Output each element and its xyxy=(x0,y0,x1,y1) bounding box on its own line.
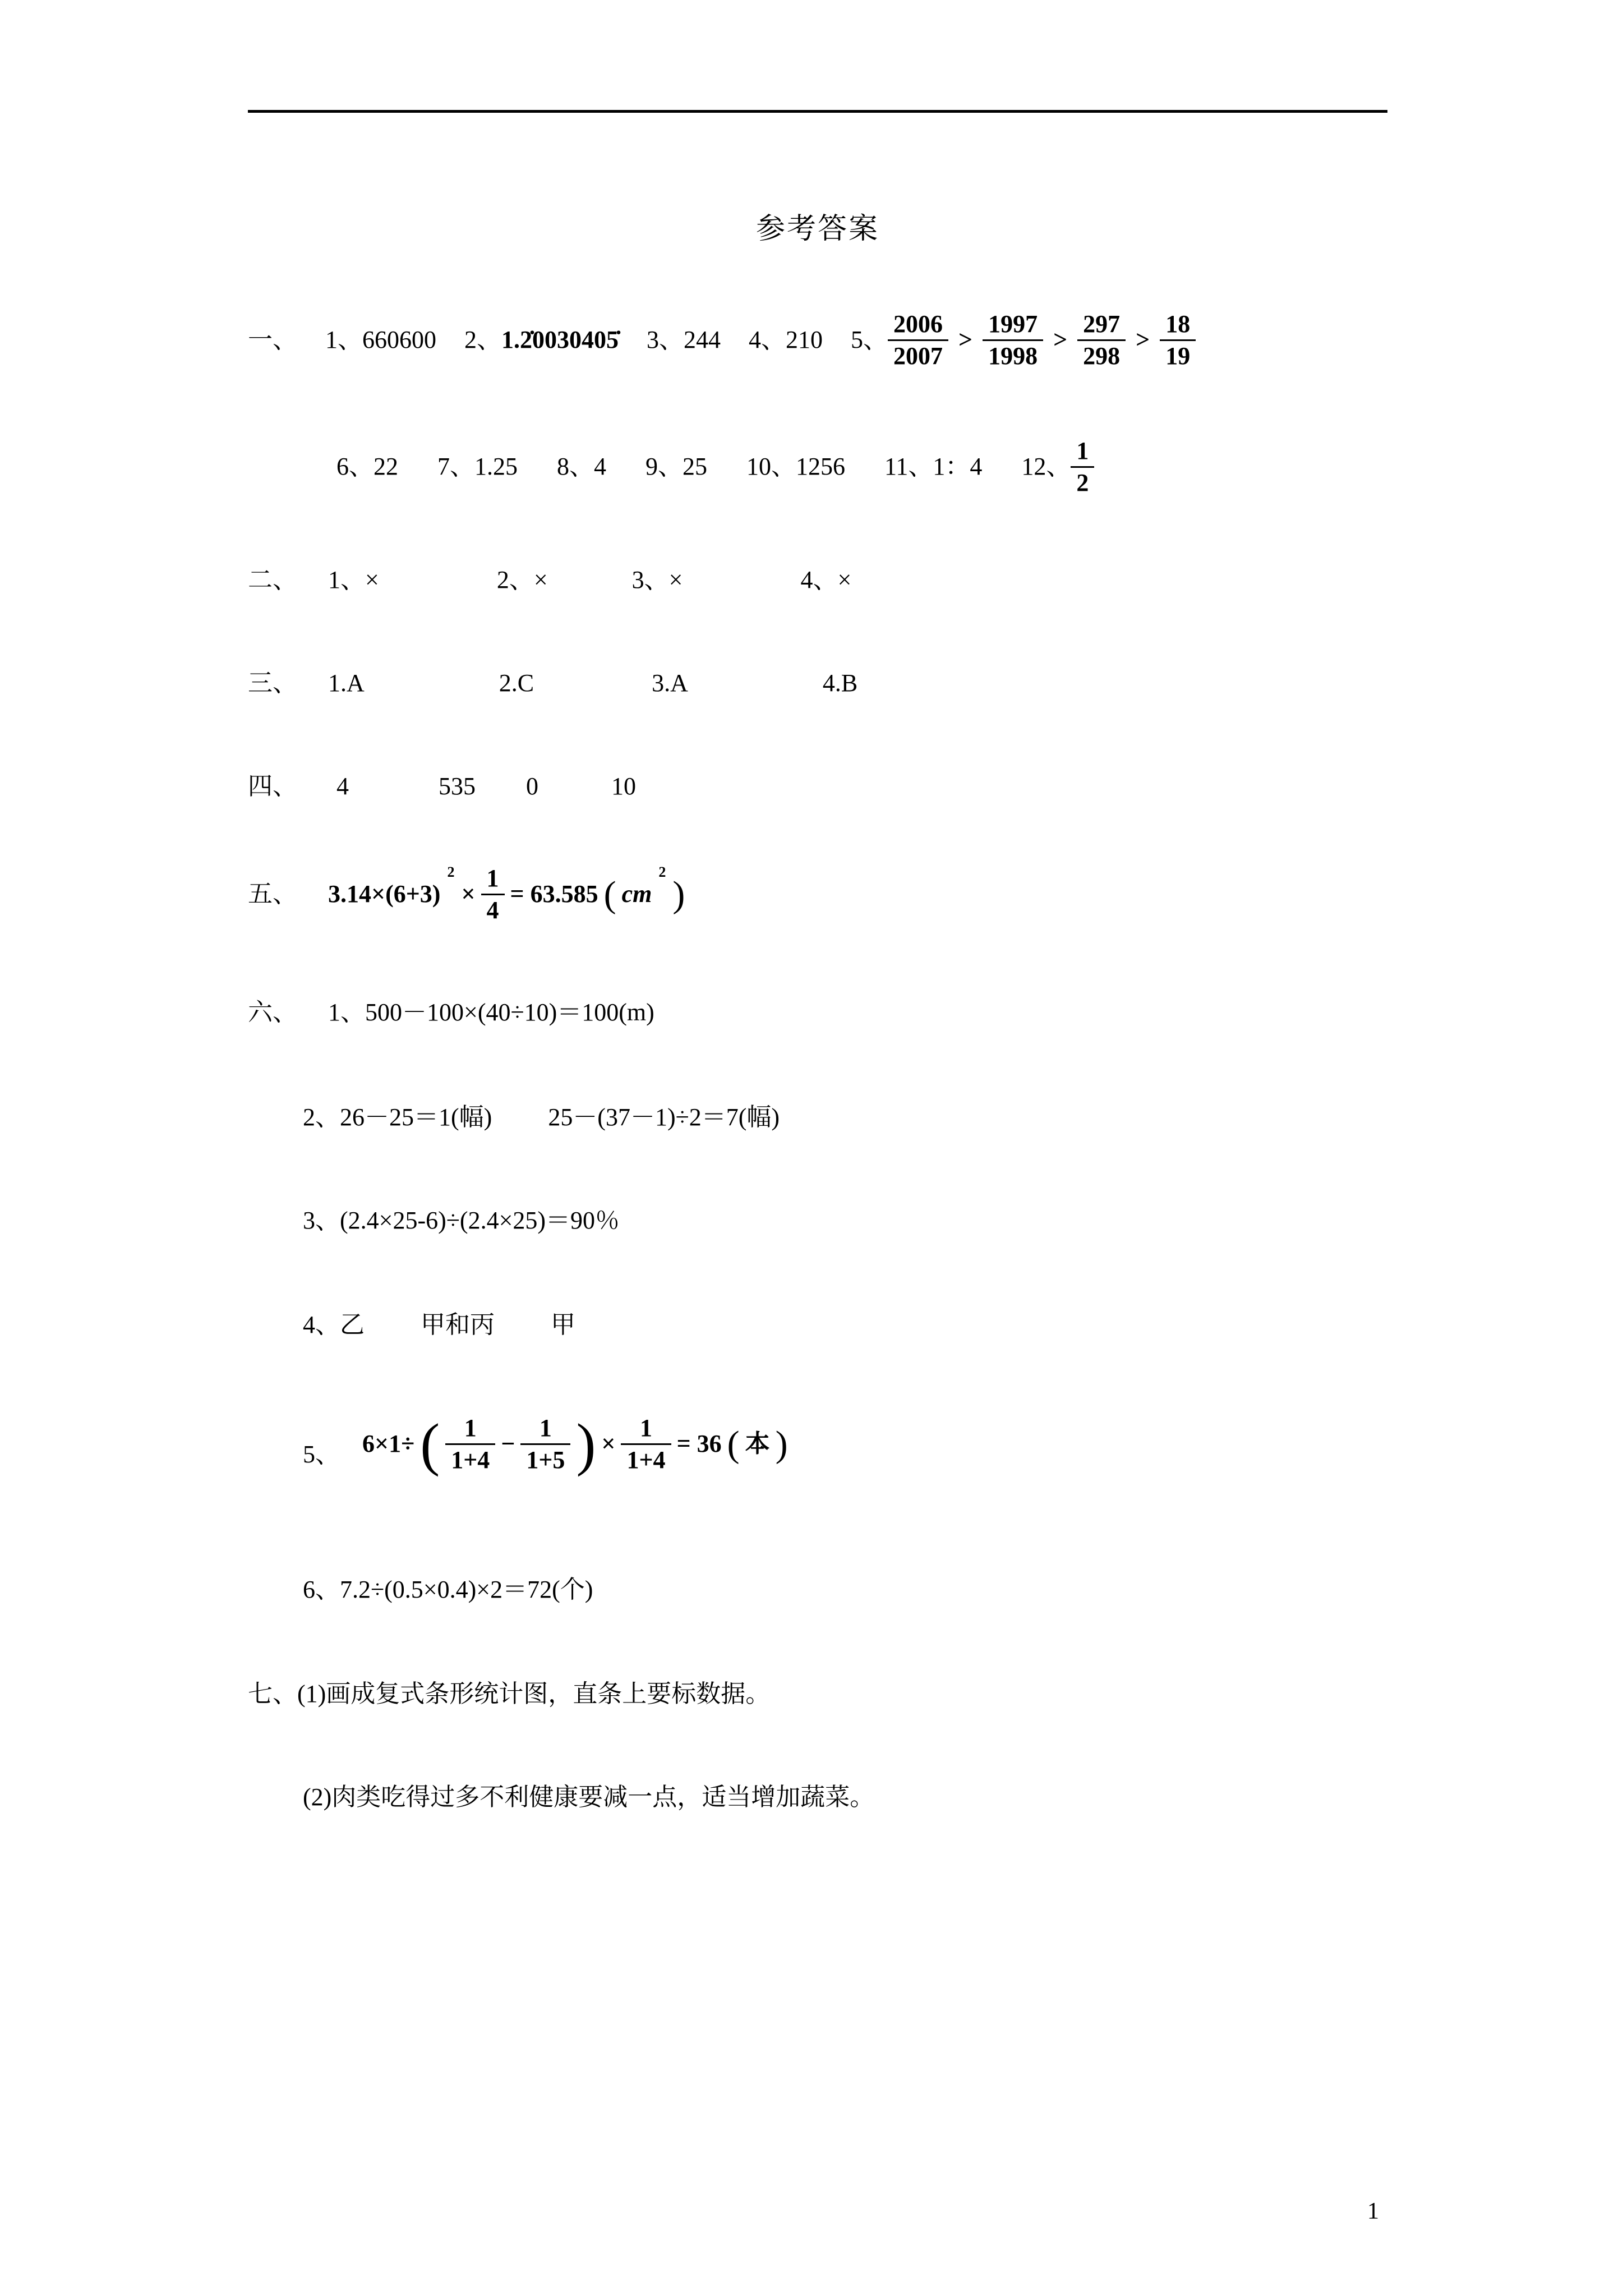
answer-1-12-prefix: 12、 xyxy=(1021,453,1071,481)
answer-1-2 xyxy=(464,325,619,355)
answer-3-4: 4.B xyxy=(822,669,858,697)
section-6-row-6 xyxy=(303,1575,593,1605)
fraction-1997-1998 xyxy=(983,310,1043,371)
unit-cm: cm xyxy=(621,880,652,908)
fraction-numerator: 1 xyxy=(640,1414,653,1442)
close-paren: ) xyxy=(775,1423,788,1465)
answer-6-1: 1、500－100×(40÷10)＝100(m) xyxy=(328,999,654,1026)
answer-7-2: (2)肉类吃得过多不利健康要减一点，适当增加蔬菜。 xyxy=(303,1783,875,1811)
fraction-denominator: 19 xyxy=(1160,339,1196,371)
section-1-row-1 xyxy=(248,310,1196,371)
open-paren: ( xyxy=(420,1411,440,1478)
answer-1-5 xyxy=(851,310,1196,371)
fraction-numerator: 1 xyxy=(464,1414,477,1442)
answer-1-3: 3、244 xyxy=(647,326,721,354)
page-title: 参考答案 xyxy=(755,213,879,245)
fraction-numerator: 2006 xyxy=(893,310,943,338)
fraction-numerator: 297 xyxy=(1083,310,1121,338)
section-6-label: 六、 xyxy=(248,999,297,1026)
formula-result: = 63.585 xyxy=(510,880,598,908)
books-formula xyxy=(362,1411,788,1478)
section-1-row-2 xyxy=(336,436,1094,498)
exponent: 2 xyxy=(658,864,666,880)
section-3-row xyxy=(248,669,857,698)
section-1-label: 一、 xyxy=(248,326,297,354)
fraction-18-19 xyxy=(1160,310,1196,371)
minus-sign: − xyxy=(501,1430,515,1458)
header-rule xyxy=(248,110,1387,113)
section-6-row-1 xyxy=(248,998,654,1028)
close-paren: ) xyxy=(576,1411,596,1478)
fraction-1-over-1plus4 xyxy=(445,1414,495,1475)
answer-2-3: 3、× xyxy=(631,566,683,593)
section-5-row xyxy=(248,864,685,926)
area-formula xyxy=(328,864,685,926)
answer-6-3: 3、(2.4×25-6)÷(2.4×25)＝90％ xyxy=(303,1207,620,1234)
answer-1-1: 1、660600 xyxy=(325,326,436,354)
fraction-denominator: 2 xyxy=(1071,466,1094,498)
answer-4-4: 10 xyxy=(611,772,636,800)
answer-1-11: 11、1：4 xyxy=(884,453,983,481)
open-paren: ( xyxy=(603,873,616,915)
section-3-label: 三、 xyxy=(248,669,297,697)
fraction-2006-2007 xyxy=(888,310,948,371)
answer-3-2: 2.C xyxy=(499,669,534,697)
answer-2-1: 1、× xyxy=(328,566,379,593)
answer-3-3: 3.A xyxy=(652,669,688,697)
fraction-denominator: 2007 xyxy=(888,339,948,371)
fraction-numerator: 1 xyxy=(486,864,499,892)
answer-6-2a: 2、26－25＝1(幅) xyxy=(303,1103,492,1131)
greater-than-sign: > xyxy=(958,326,973,354)
answer-6-4b: 甲和丙 xyxy=(421,1311,495,1338)
answer-6-6: 6、7.2÷(0.5×0.4)×2＝72(个) xyxy=(303,1576,593,1603)
answer-1-2-prefix: 2、 xyxy=(464,326,501,354)
answer-3-1: 1.A xyxy=(328,669,365,697)
answer-1-4: 4、210 xyxy=(749,326,823,354)
section-6-row-3 xyxy=(303,1206,620,1236)
formula-term: 3.14×(6+3) xyxy=(328,880,441,908)
fraction-denominator: 1998 xyxy=(983,339,1043,371)
page-number: 1 xyxy=(1367,2198,1379,2224)
fraction-comparison-chain xyxy=(888,310,1196,371)
multiply-sign: × xyxy=(601,1430,616,1458)
answer-1-6: 6、22 xyxy=(336,453,398,481)
answer-4-3: 0 xyxy=(526,772,538,800)
repeating-decimal-value: 1.2̇0030405̇ xyxy=(501,326,619,354)
unit-ben: 本 xyxy=(745,1430,770,1458)
answer-1-5-prefix: 5、 xyxy=(851,326,888,354)
open-paren: ( xyxy=(727,1423,740,1465)
fraction-1-over-1plus5 xyxy=(520,1414,570,1475)
answer-2-2: 2、× xyxy=(496,566,548,593)
fraction-denominator: 1+4 xyxy=(621,1443,671,1475)
answer-4-1: 4 xyxy=(336,772,349,800)
fraction-numerator: 1 xyxy=(1076,437,1089,464)
answer-2-4: 4、× xyxy=(800,566,852,593)
section-2-label: 二、 xyxy=(248,566,297,593)
greater-than-sign: > xyxy=(1136,326,1150,354)
fraction-numerator: 18 xyxy=(1165,310,1191,338)
fraction-denominator: 1+4 xyxy=(445,1443,495,1475)
section-6-row-4 xyxy=(303,1310,575,1340)
answer-4-2: 535 xyxy=(439,772,476,800)
formula-result: = 36 xyxy=(676,1430,722,1458)
answer-6-4c: 甲 xyxy=(551,1311,575,1338)
answer-7-1: (1)画成复式条形统计图，直条上要标数据。 xyxy=(297,1680,771,1708)
fraction-1-2 xyxy=(1071,436,1094,498)
answer-1-7: 7、1.25 xyxy=(437,453,518,481)
fraction-denominator: 1+5 xyxy=(520,1443,570,1475)
answer-6-5-prefix: 5、 xyxy=(303,1440,340,1468)
section-7-row-2 xyxy=(303,1783,874,1812)
fraction-1-over-1plus4 xyxy=(621,1414,671,1475)
section-6-row-2 xyxy=(303,1103,780,1133)
answer-1-12 xyxy=(1021,436,1094,498)
formula-term: 6×1÷ xyxy=(362,1430,415,1458)
exponent: 2 xyxy=(447,864,455,880)
section-5-label: 五、 xyxy=(248,880,297,908)
close-paren: ) xyxy=(672,873,685,915)
greater-than-sign: > xyxy=(1053,326,1068,354)
fraction-297-298 xyxy=(1077,310,1126,371)
answer-6-2b: 25－(37－1)÷2＝7(幅) xyxy=(548,1103,780,1131)
section-4-label: 四、 xyxy=(248,772,297,800)
answer-6-4a: 4、乙 xyxy=(303,1311,365,1338)
fraction-denominator: 298 xyxy=(1077,339,1126,371)
section-7-label: 七、 xyxy=(248,1680,297,1708)
section-6-row-5 xyxy=(303,1411,788,1478)
fraction-denominator: 4 xyxy=(481,894,505,925)
answer-1-10: 10、1256 xyxy=(746,453,845,481)
fraction-numerator: 1997 xyxy=(988,310,1038,338)
section-4-row xyxy=(248,772,636,802)
answer-1-8: 8、4 xyxy=(557,453,606,481)
answer-1-9: 9、25 xyxy=(645,453,707,481)
multiply-sign: × xyxy=(461,880,476,908)
section-7-row-1 xyxy=(248,1680,770,1709)
fraction-1-4 xyxy=(481,864,505,926)
fraction-numerator: 1 xyxy=(539,1414,552,1442)
section-2-row xyxy=(248,565,851,595)
